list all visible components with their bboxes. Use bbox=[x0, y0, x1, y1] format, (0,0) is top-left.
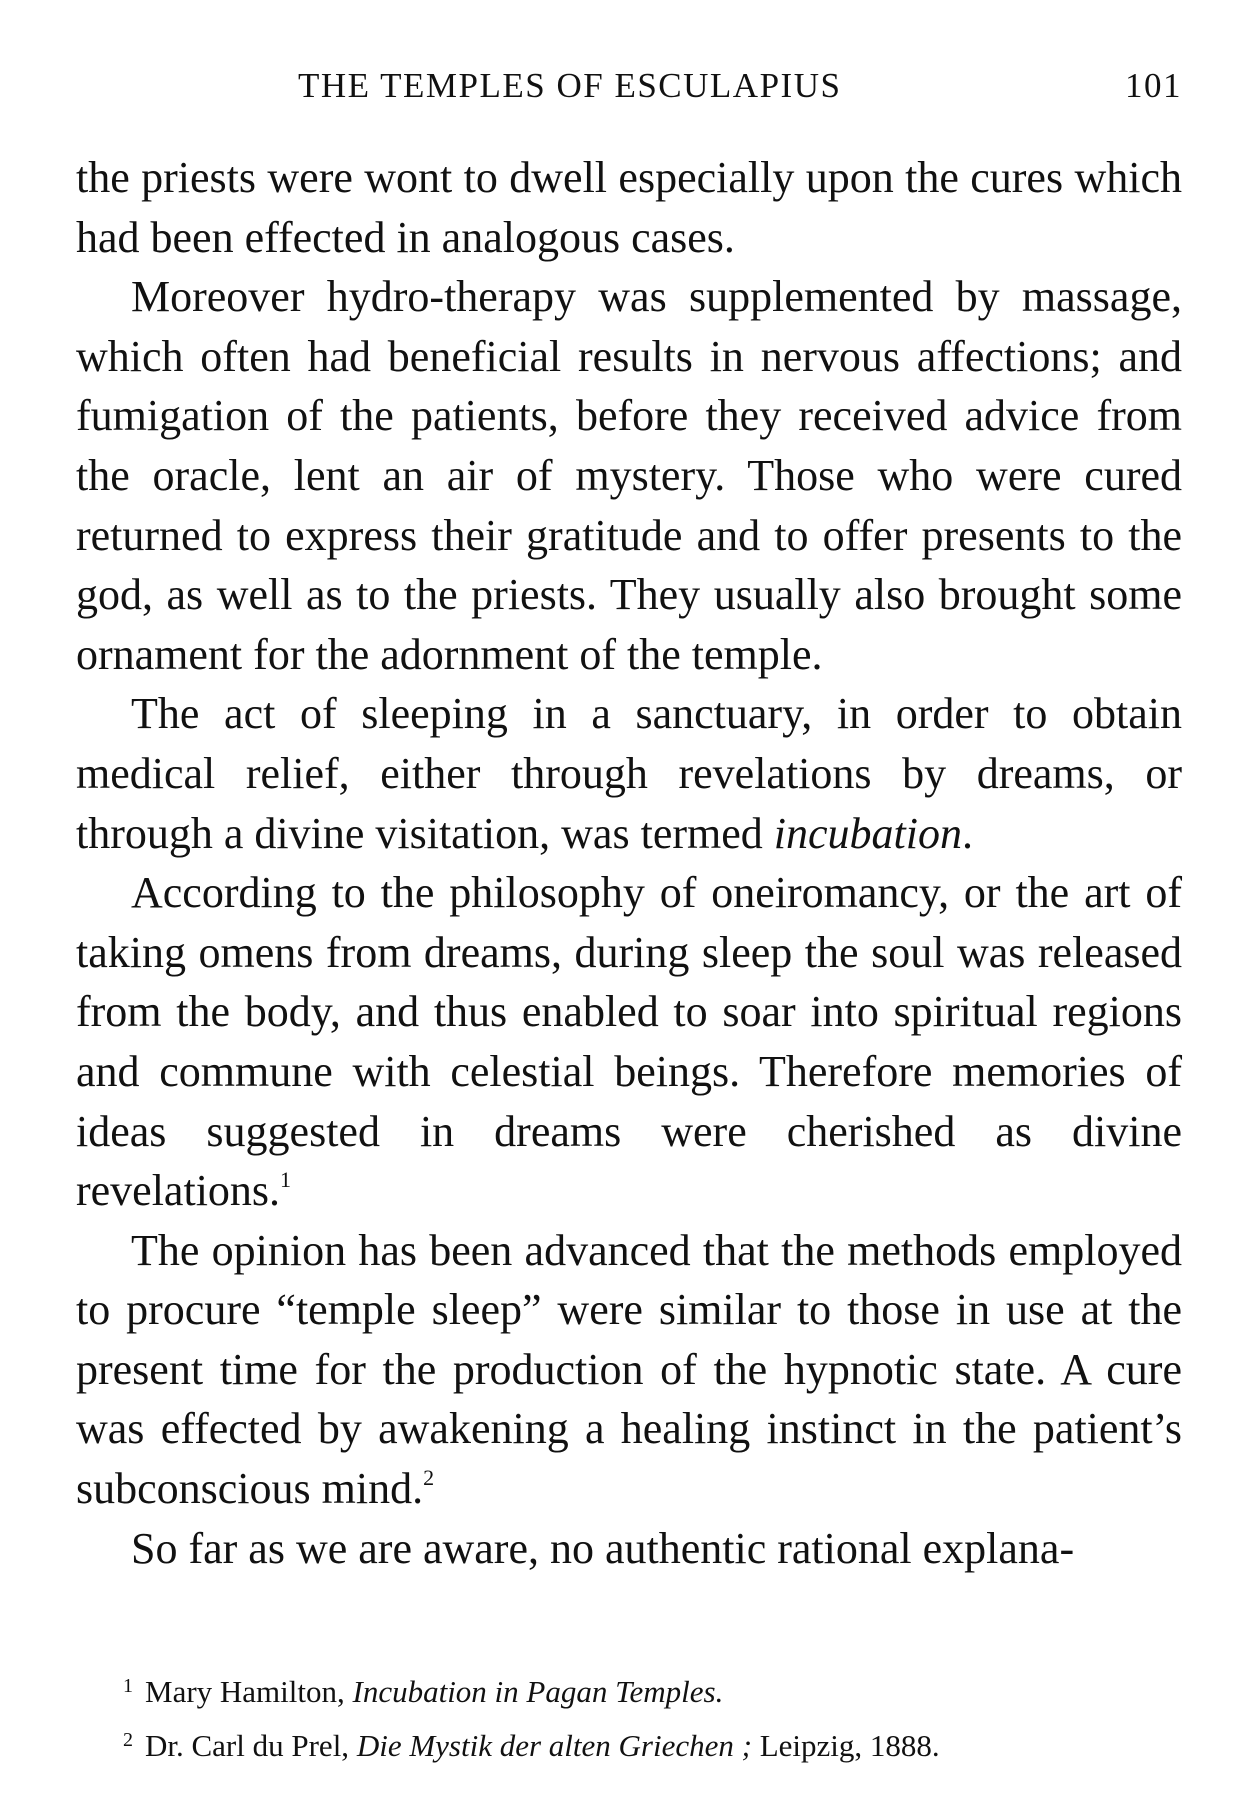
paragraph-text: the priests were wont to dwell especially upon the cures which had been effected in analogous cases. bbox=[76, 153, 1182, 262]
paragraph-text: According to the philosophy of oneiromancy, or the art of taking omens from dreams, during sleep the soul was released from the body, and thus enabled to soar into spiritual regions and commune with celestial beings. Therefore memories of ideas suggested in dreams were cherished as divine revelations. bbox=[76, 868, 1182, 1216]
page-number: 101 bbox=[1125, 66, 1182, 105]
footnote-reference: 2 bbox=[423, 1465, 435, 1491]
footnote bbox=[123, 1716, 1182, 1770]
running-header bbox=[76, 66, 1182, 110]
footnote-mark: 2 bbox=[123, 1729, 133, 1751]
paragraph bbox=[76, 1221, 1182, 1519]
footnote-title: Incubation in Pagan Temples. bbox=[352, 1674, 724, 1709]
footnote-title: Die Mystik der alten Griechen ; bbox=[356, 1728, 752, 1763]
footnote-text: Dr. Carl du Prel, bbox=[145, 1728, 357, 1763]
footnote-reference: 1 bbox=[280, 1167, 292, 1193]
paragraph bbox=[76, 863, 1182, 1221]
paragraph-text: Moreover hydro-therapy was supplemented by massage, which often had beneficial results in nervous affections; and fumigation of the patients, before they received advice from the oracle, lent an air of mystery. Those who were cured returned to express their gratitude and to offer presents to the god, as well as to the priests. They usually also brought some ornament for the adornment of the temple. bbox=[76, 272, 1182, 679]
paragraph bbox=[76, 1519, 1182, 1579]
body-text bbox=[76, 148, 1182, 1578]
footnote-tail: Leipzig, 1888. bbox=[751, 1728, 940, 1763]
paragraph-text: So far as we are aware, no authentic rational explana- bbox=[131, 1523, 1075, 1573]
footnote-mark: 1 bbox=[123, 1675, 133, 1697]
paragraph-tail: . bbox=[961, 808, 973, 858]
paragraph-text: The act of sleeping in a sanctuary, in order to obtain medical relief, either through revelations by dreams, or through a divine visitation, was termed bbox=[76, 689, 1182, 858]
paragraph bbox=[76, 267, 1182, 684]
paragraph-text: The opinion has been advanced that the methods employed to procure “temple sleep” were similar to those in use at the present time for the production of the hypnotic state. A cure was effected by awakening a healing instinct in the patient’s subconscious mind. bbox=[76, 1225, 1182, 1514]
paragraph bbox=[76, 684, 1182, 863]
running-title: THE TEMPLES OF ESCULAPIUS bbox=[298, 66, 842, 105]
footnotes bbox=[123, 1662, 1182, 1770]
italic-term: incubation bbox=[773, 808, 962, 858]
footnote-text: Mary Hamilton, bbox=[145, 1674, 353, 1709]
paragraph bbox=[76, 148, 1182, 267]
footnote bbox=[123, 1662, 1182, 1716]
